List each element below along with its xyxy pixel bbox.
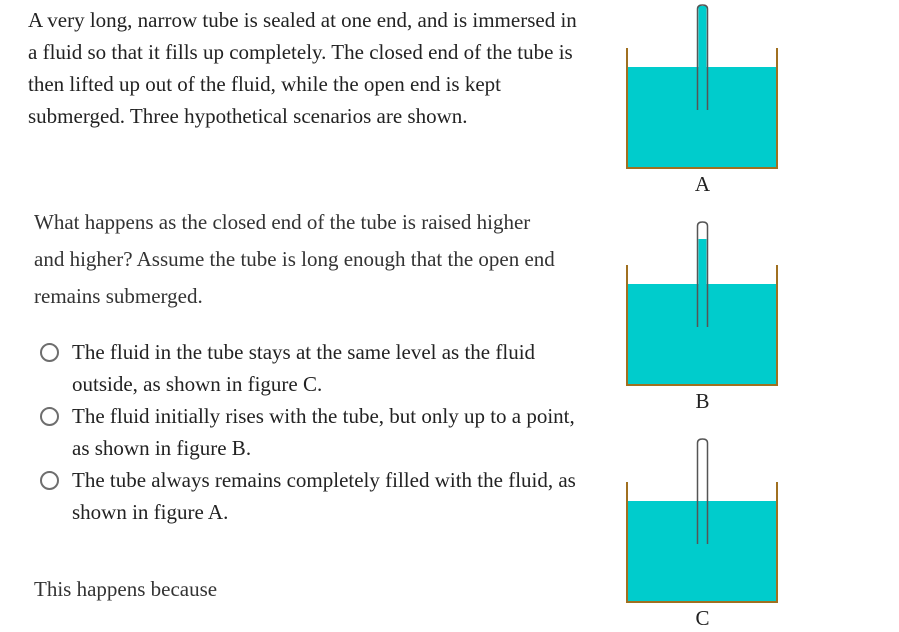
- option-a-full[interactable]: [40, 464, 580, 528]
- radio-button[interactable]: [40, 343, 59, 362]
- radio-button[interactable]: [40, 471, 59, 490]
- answer-options: [40, 336, 580, 528]
- figure-label: C: [695, 606, 710, 630]
- option-label: The tube always remains completely filled with the fluid, as shown in figure A.: [72, 468, 576, 524]
- problem-intro: A very long, narrow tube is sealed at one end, and is immersed in a fluid so that it fills up completely. The closed end of the tube is then lifted up out of the fluid, while the open end is kept submerged. Three hypothetical scenarios are shown.: [28, 8, 577, 128]
- option-c-same-level[interactable]: [40, 336, 580, 400]
- figure-label: A: [694, 172, 711, 196]
- tube-fluid: [699, 501, 707, 544]
- radio-button[interactable]: [40, 407, 59, 426]
- figure-b-diagram: [620, 217, 785, 389]
- option-label: The fluid initially rises with the tube, but only up to a point, as shown in figure B.: [72, 404, 575, 460]
- figure-a-diagram: [620, 0, 785, 172]
- option-b-partial-rise[interactable]: [40, 400, 580, 464]
- figure-c-diagram: [620, 434, 785, 606]
- figure-c: [620, 434, 785, 630]
- option-label: The fluid in the tube stays at the same level as the fluid outside, as shown in figure C.: [72, 340, 536, 396]
- figure-a: [620, 0, 785, 196]
- question-text: What happens as the closed end of the tube is raised higher and higher? Assume the tube is long enough that the open end remains submerged.: [34, 210, 555, 308]
- tube-fluid: [699, 239, 707, 327]
- figure-label: B: [695, 389, 710, 413]
- tube-fluid: [699, 6, 707, 110]
- figure-b: [620, 217, 785, 413]
- figures-panel: [620, 0, 785, 632]
- explanation-prompt: This happens because: [34, 577, 218, 601]
